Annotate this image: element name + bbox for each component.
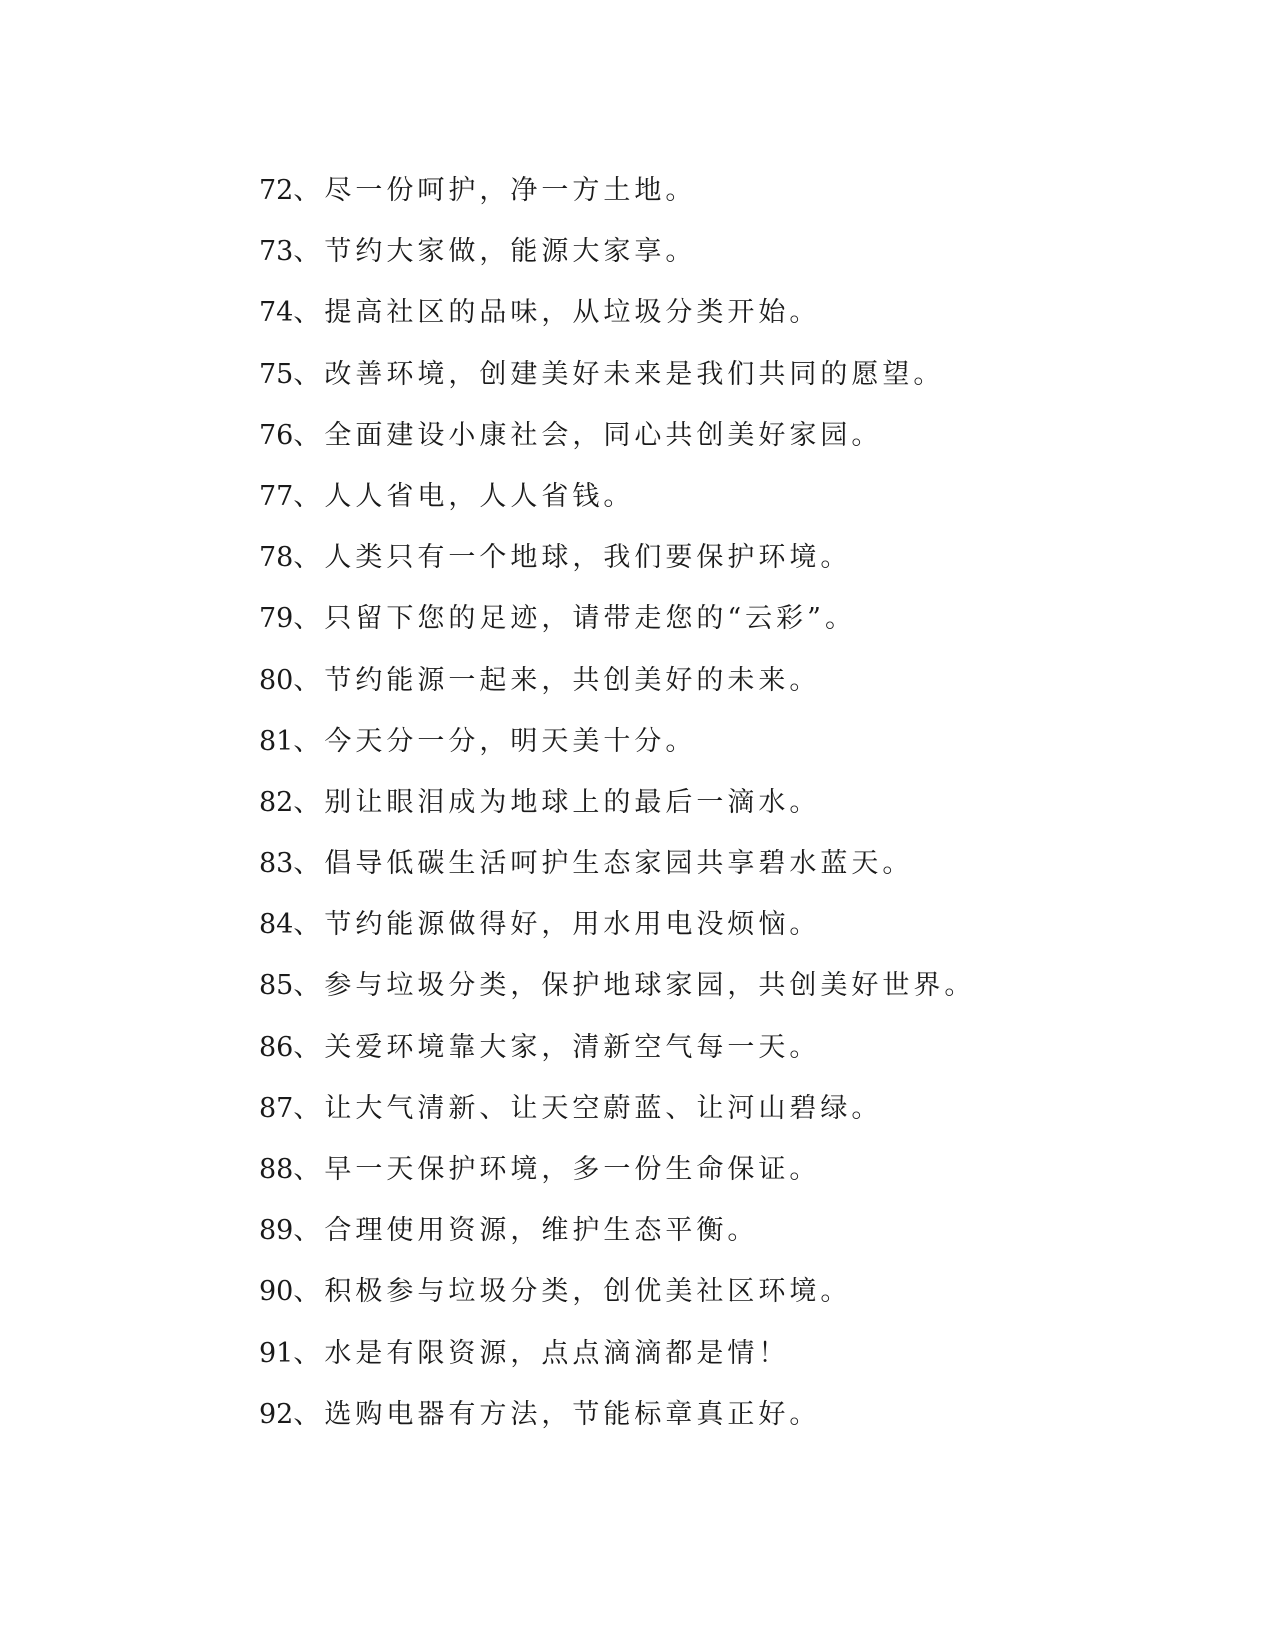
list-item bbox=[259, 221, 1219, 282]
item-text: 、提高社区的品味，从垃圾分类开始。 bbox=[293, 297, 821, 329]
item-number: 77 bbox=[259, 480, 294, 512]
item-number: 87 bbox=[259, 1092, 294, 1124]
item-number: 74 bbox=[259, 297, 294, 329]
item-text: 、水是有限资源，点点滴滴都是情！ bbox=[293, 1337, 790, 1369]
item-number: 79 bbox=[259, 603, 294, 635]
item-text: 、别让眼泪成为地球上的最后一滴水。 bbox=[293, 786, 821, 818]
list-item bbox=[259, 650, 1219, 711]
item-text: 、积极参与垃圾分类，创优美社区环境。 bbox=[293, 1276, 852, 1308]
item-number: 81 bbox=[259, 725, 294, 757]
item-text: 、今天分一分，明天美十分。 bbox=[293, 725, 697, 757]
item-number: 78 bbox=[259, 542, 294, 574]
item-text: 、改善环境，创建美好未来是我们共同的愿望。 bbox=[293, 358, 945, 390]
item-text: 、早一天保护环境，多一份生命保证。 bbox=[293, 1154, 821, 1185]
item-text: 、选购电器有方法，节能标章真正好。 bbox=[293, 1398, 821, 1430]
list-item bbox=[259, 955, 1219, 1016]
list-item bbox=[259, 894, 1219, 955]
item-number: 73 bbox=[259, 236, 294, 268]
item-number: 84 bbox=[259, 909, 294, 941]
list-item bbox=[259, 1200, 1219, 1261]
item-text: 、人类只有一个地球，我们要保护环境。 bbox=[293, 542, 852, 574]
list-item bbox=[259, 466, 1219, 527]
item-number: 80 bbox=[259, 664, 294, 696]
slogan-list bbox=[259, 160, 1219, 1445]
item-text: 、让大气清新、让天空蔚蓝、让河山碧绿。 bbox=[293, 1092, 883, 1124]
item-text: 、只留下您的足迹，请带走您的“云彩”。 bbox=[293, 603, 856, 635]
item-number: 76 bbox=[259, 419, 294, 451]
list-item bbox=[259, 527, 1219, 588]
item-text: 、合理使用资源，维护生态平衡。 bbox=[293, 1215, 759, 1247]
item-number: 72 bbox=[259, 175, 294, 206]
list-item bbox=[259, 1261, 1219, 1322]
item-text: 、参与垃圾分类，保护地球家园，共创美好世界。 bbox=[293, 970, 976, 1002]
item-number: 82 bbox=[259, 786, 294, 818]
item-number: 90 bbox=[259, 1276, 294, 1308]
item-text: 、倡导低碳生活呵护生态家园共享碧水蓝天。 bbox=[293, 848, 914, 880]
item-text: 、关爱环境靠大家，清新空气每一天。 bbox=[293, 1031, 821, 1063]
item-text: 、人人省电，人人省钱。 bbox=[293, 480, 635, 512]
list-item bbox=[259, 1078, 1219, 1139]
item-number: 85 bbox=[259, 970, 294, 1002]
list-item bbox=[259, 833, 1219, 894]
item-text: 、全面建设小康社会，同心共创美好家园。 bbox=[293, 419, 883, 451]
item-number: 83 bbox=[259, 848, 294, 880]
item-number: 91 bbox=[259, 1337, 294, 1369]
list-item bbox=[259, 405, 1219, 466]
list-item bbox=[259, 1017, 1219, 1078]
list-item bbox=[259, 1323, 1219, 1384]
list-item bbox=[259, 588, 1219, 649]
item-text: 、节约大家做，能源大家享。 bbox=[293, 236, 697, 268]
item-number: 88 bbox=[259, 1154, 294, 1185]
list-item bbox=[259, 772, 1219, 833]
list-item bbox=[259, 711, 1219, 772]
list-item bbox=[259, 1139, 1219, 1200]
list-item bbox=[259, 1384, 1219, 1445]
list-item bbox=[259, 282, 1219, 343]
item-number: 86 bbox=[259, 1031, 294, 1063]
list-item bbox=[259, 160, 1219, 221]
item-number: 75 bbox=[259, 358, 294, 390]
list-item bbox=[259, 344, 1219, 405]
item-number: 92 bbox=[259, 1398, 294, 1430]
item-text: 、尽一份呵护，净一方土地。 bbox=[293, 175, 697, 206]
item-text: 、节约能源做得好，用水用电没烦恼。 bbox=[293, 909, 821, 941]
item-number: 89 bbox=[259, 1215, 294, 1247]
item-text: 、节约能源一起来，共创美好的未来。 bbox=[293, 664, 821, 696]
